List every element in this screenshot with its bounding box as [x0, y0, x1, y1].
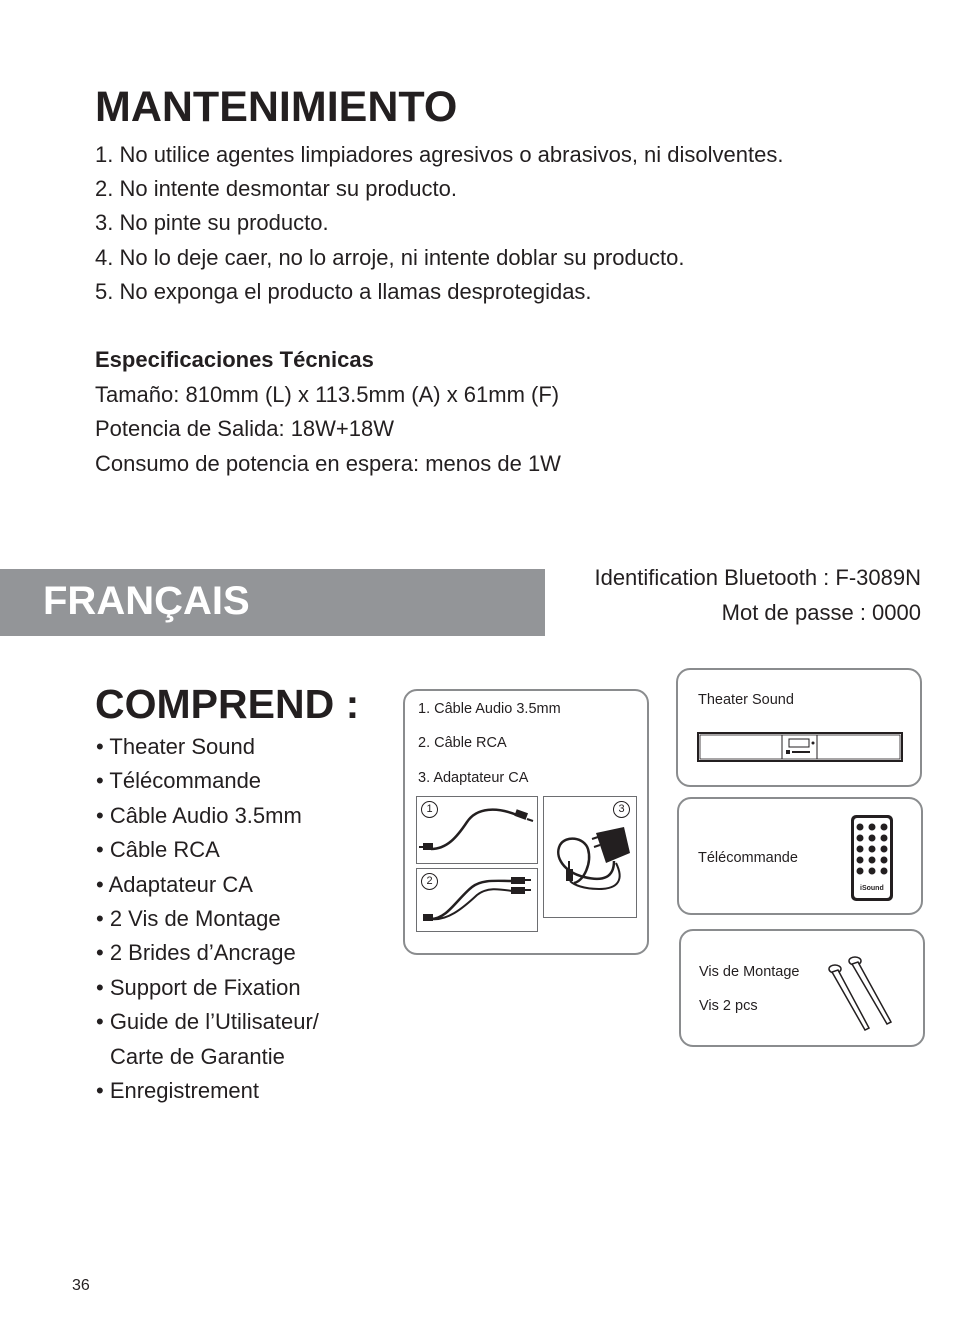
maintenance-item: 1. No utilice agentes limpiadores agresivos o abrasivos, ni disolventes.: [95, 142, 784, 167]
accessory-label: 1. Câble Audio 3.5mm: [418, 701, 561, 717]
comprend-title: COMPREND :: [95, 681, 360, 727]
maintenance-item: 2. No intente desmontar su producto.: [95, 176, 457, 201]
soundbar-icon: [697, 732, 903, 762]
language-label: FRANÇAIS: [43, 579, 250, 623]
list-item: • Theater Sound: [96, 734, 255, 759]
maintenance-item: 3. No pinte su producto.: [95, 210, 329, 235]
accessory-label: 2. Câble RCA: [418, 735, 507, 751]
accessories-box: [403, 689, 649, 955]
specs-line: Tamaño: 810mm (L) x 113.5mm (A) x 61mm (F): [95, 382, 560, 407]
marker-3: 3: [613, 801, 630, 818]
list-item: • 2 Vis de Montage: [96, 906, 281, 931]
bluetooth-id: Identification Bluetooth : F-3089N: [594, 565, 921, 590]
list-item: • Enregistrement: [96, 1078, 259, 1103]
screws-quantity: Vis 2 pcs: [699, 998, 758, 1014]
language-band: [0, 569, 545, 636]
list-item: • 2 Brides d’Ancrage: [96, 940, 296, 965]
rca-cable-illustration: [416, 868, 538, 932]
marker-1: 1: [421, 801, 438, 818]
remote-label: Télécommande: [698, 850, 798, 866]
marker-2: 2: [421, 873, 438, 890]
page-number: 36: [72, 1277, 90, 1294]
maintenance-item: 4. No lo deje caer, no lo arroje, ni intente doblar su producto.: [95, 245, 685, 270]
list-item: • Adaptateur CA: [96, 872, 253, 897]
screws-title: Vis de Montage: [699, 964, 800, 980]
screw-icon: [821, 951, 901, 1037]
list-item: • Guide de l’Utilisateur/: [96, 1009, 319, 1034]
maintenance-title: MANTENIMIENTO: [95, 83, 458, 131]
list-item: • Télécommande: [96, 768, 262, 793]
accessory-label: 3. Adaptateur CA: [418, 770, 529, 786]
remote-brand: iSound: [860, 885, 884, 892]
list-item: Carte de Garantie: [110, 1044, 285, 1069]
maintenance-item: 5. No exponga el producto a llamas desprotegidas.: [95, 279, 592, 304]
specs-line: Consumo de potencia en espera: menos de 1W: [95, 451, 561, 476]
theater-sound-label: Theater Sound: [698, 692, 794, 708]
list-item: • Support de Fixation: [96, 975, 301, 1000]
bluetooth-password: Mot de passe : 0000: [721, 600, 921, 625]
list-item: • Câble RCA: [96, 837, 220, 862]
remote-box: [677, 797, 923, 915]
list-item: • Câble Audio 3.5mm: [96, 803, 302, 828]
screws-box: [679, 929, 925, 1047]
ac-adapter-illustration: [543, 796, 637, 918]
specs-line: Potencia de Salida: 18W+18W: [95, 416, 395, 441]
audio-cable-illustration: [416, 796, 538, 864]
theater-sound-box: [676, 668, 922, 787]
specs-heading: Especificaciones Técnicas: [95, 347, 374, 372]
